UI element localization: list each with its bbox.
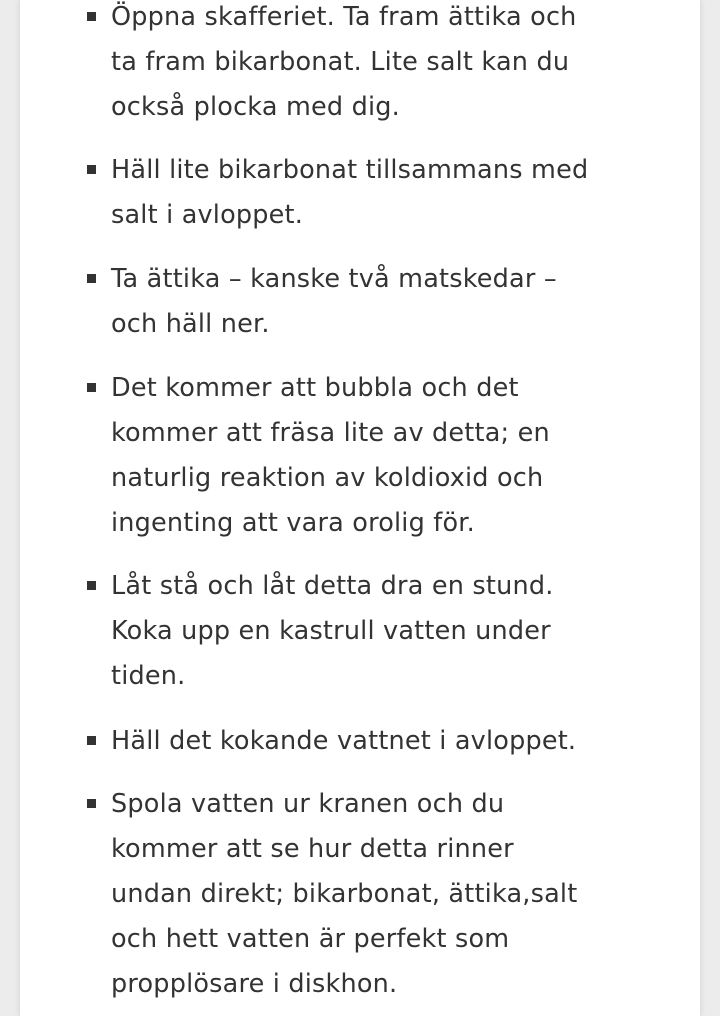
step-text: Låt stå och låt detta dra en stund. Koka upp en kastrull vatten under tiden.	[111, 571, 554, 691]
square-bullet-icon	[87, 274, 96, 283]
square-bullet-icon	[87, 581, 96, 590]
square-bullet-icon	[87, 165, 96, 174]
step-text: Ta ättika – kanske två matskedar – och häll ner.	[111, 264, 557, 339]
article-page	[20, 0, 700, 1016]
step-text: Häll lite bikarbonat tillsammans med salt i avloppet.	[111, 155, 589, 230]
square-bullet-icon	[87, 12, 96, 21]
step-text: Det kommer att bubbla och det kommer att fräsa lite av detta; en naturlig reaktion av koldioxid och ingenting att vara orolig för.	[111, 373, 550, 538]
square-bullet-icon	[87, 799, 96, 808]
step-text: Öppna skafferiet. Ta fram ättika och ta fram bikarbonat. Lite salt kan du också plocka med dig.	[111, 2, 577, 122]
square-bullet-icon	[87, 383, 96, 392]
step-text: Häll det kokande vattnet i avloppet.	[111, 726, 577, 756]
step-text: Spola vatten ur kranen och du kommer att se hur detta rinner undan direkt; bikarbonat, ättika,salt och hett vatten är perfekt som propplösare i diskhon.	[111, 789, 578, 999]
square-bullet-icon	[87, 736, 96, 745]
